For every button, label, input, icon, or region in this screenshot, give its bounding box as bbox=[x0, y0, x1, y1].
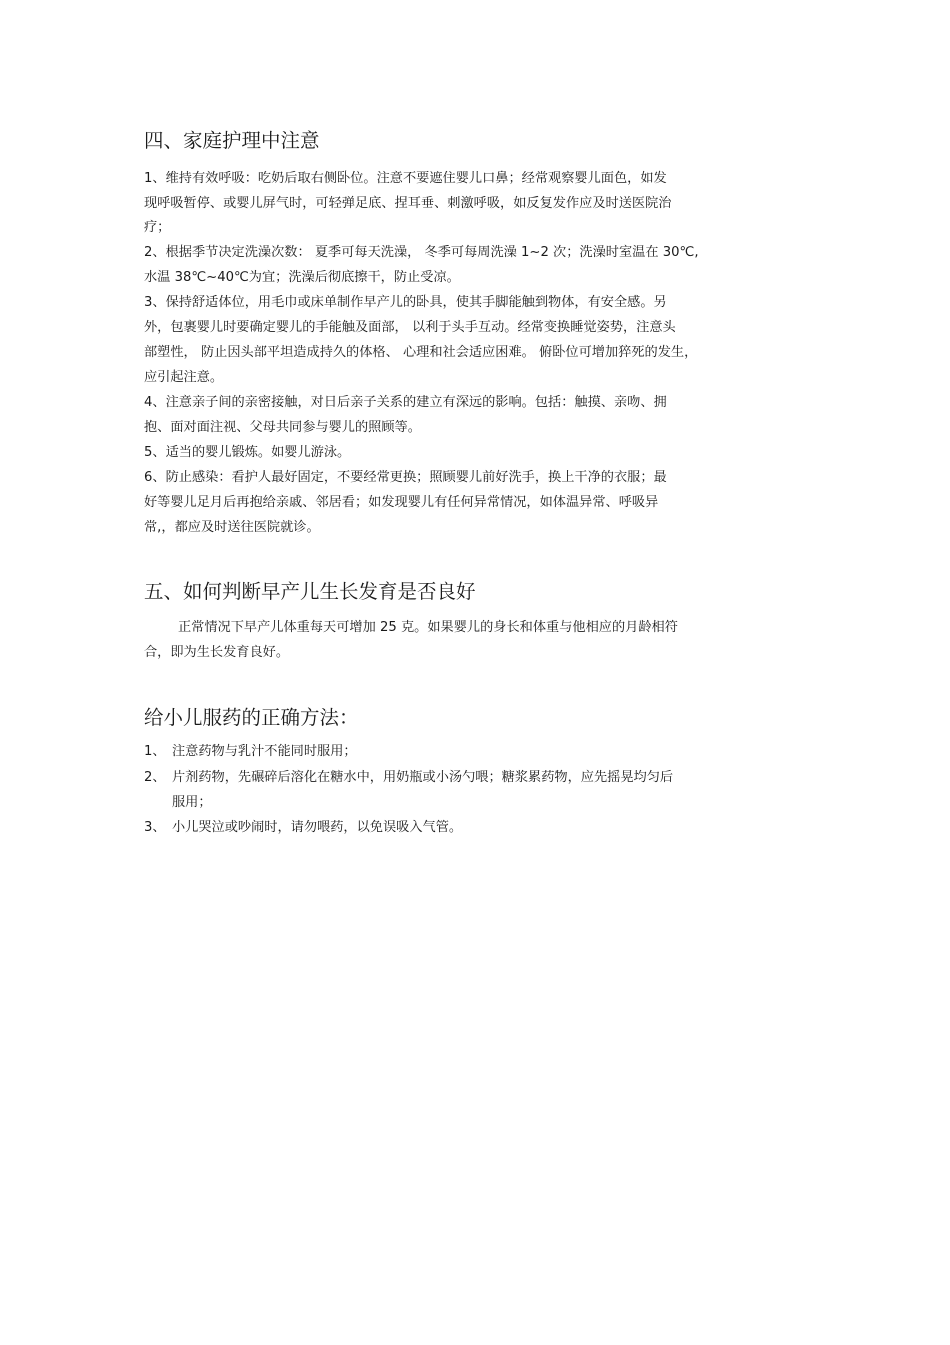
s4-line-11: 抱、面对面注视、父母共同参与婴儿的照顾等。 bbox=[144, 420, 421, 435]
s5-line-2: 合，即为生长发育良好。 bbox=[144, 645, 290, 660]
section-5-title: 五、如何判断早产儿生长发育是否良好 bbox=[144, 580, 476, 603]
s6-item-3-line-1: 小儿哭泣或吵闹时，请勿喂药，以免误吸入气管。 bbox=[172, 820, 463, 835]
s4-line-6: 3、保持舒适体位，用毛巾或床单制作早产儿的卧具，使其手脚能触到物体，有安全感。另 bbox=[144, 295, 667, 310]
s6-item-2-num: 2、 bbox=[144, 770, 166, 785]
s5-line-1: 正常情况下早产儿体重每天可增加 25 克。如果婴儿的身长和体重与他相应的月龄相符 bbox=[178, 620, 678, 635]
section-4-title: 四、家庭护理中注意 bbox=[144, 129, 320, 152]
s4-line-5: 水温 38℃~40℃为宜；洗澡后彻底擦干，防止受凉。 bbox=[144, 270, 460, 285]
s4-line-10: 4、注意亲子间的亲密接触，对日后亲子关系的建立有深远的影响。包括：触摸、亲吻、拥 bbox=[144, 395, 667, 410]
s4-line-15: 常,，都应及时送往医院就诊。 bbox=[144, 520, 320, 535]
s6-item-2-line-2: 服用； bbox=[172, 795, 212, 810]
s6-item-2-line-1: 片剂药物，先碾碎后溶化在糖水中，用奶瓶或小汤勺喂；糖浆累药物，应先摇晃均匀后 bbox=[172, 770, 674, 785]
s4-line-13: 6、防止感染：看护人最好固定，不要经常更换；照顾婴儿前好洗手，换上干净的衣服；最 bbox=[144, 470, 667, 485]
s4-line-1: 1、维持有效呼吸：吃奶后取右侧卧位。注意不要遮住婴儿口鼻；经常观察婴儿面色，如发 bbox=[144, 171, 667, 186]
s4-line-7: 外，包裹婴儿时要确定婴儿的手能触及面部， 以利于头手互动。经常变换睡觉姿势，注意头 bbox=[144, 320, 676, 335]
s4-line-8: 部塑性， 防止因头部平坦造成持久的体格、 心理和社会适应困难。 俯卧位可增加猝死的发生， bbox=[144, 345, 698, 360]
s4-line-4: 2、根据季节决定洗澡次数： 夏季可每天洗澡， 冬季可每周洗澡 1~2 次；洗澡时室温在 30℃, bbox=[144, 245, 699, 260]
s6-item-3-num: 3、 bbox=[144, 820, 166, 835]
s4-line-2: 现呼吸暂停、或婴儿屏气时，可轻弹足底、捏耳垂、刺激呼吸，如反复发作应及时送医院治 bbox=[144, 196, 672, 211]
section-6-title: 给小儿服药的正确方法： bbox=[144, 706, 359, 729]
s4-line-12: 5、适当的婴儿锻炼。如婴儿游泳。 bbox=[144, 445, 351, 460]
s4-line-14: 好等婴儿足月后再抱给亲戚、邻居看；如发现婴儿有任何异常情况，如体温异常、呼吸异 bbox=[144, 495, 659, 510]
s4-line-3: 疗； bbox=[144, 220, 171, 235]
s4-line-9: 应引起注意。 bbox=[144, 370, 224, 385]
s6-item-1-line-1: 注意药物与乳汁不能同时服用； bbox=[172, 744, 357, 759]
s6-item-1-num: 1、 bbox=[144, 744, 166, 759]
